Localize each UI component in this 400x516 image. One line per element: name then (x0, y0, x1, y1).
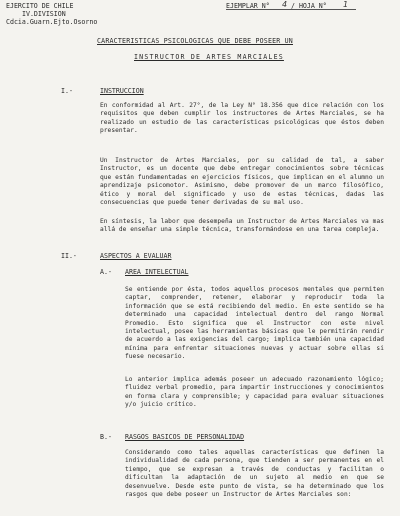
section-2-number: II.- (61, 252, 77, 260)
section-1-number: I.- (61, 87, 73, 95)
subsection-a-paragraph: Se entiende por ésta, todos aquellos procesos mentales que permiten captar, comprender, retener, elaborar y reproducir toda la información que se está recibiendo del medio. En este sentido se ha determinado una capacidad intelectual dentro del rango Normal Promedio. Esto significa que el Instructor con este nivel intelectual, posee las herramientas básicas que le permitirán rendir de acuerdo a las exigencias del cargo; implica también una capacidad mínima para enfrentar situaciones nuevas y actuar sobre ellas si fuese necesario. (125, 286, 384, 361)
copy-number: 4 (282, 0, 288, 9)
org-line-1: EJERCITO DE CHILE (6, 2, 74, 10)
section-1-paragraph: Un Instructor de Artes Marciales, por su calidad de tal, a saber Instructor, es un docente que debe entregar conocimientos sobre técnicas que están fundamentadas en ejercicios físicos, que implican en el alumno un aprendizaje psicomotor. Asimismo, debe promover de un marco filosófico, ético y moral del significado y uso de estas técnicas, dadas las consecuencias que puede tener derivadas de su mal uso. (100, 157, 384, 207)
subsection-a-heading: AREA INTELECTUAL (125, 268, 189, 276)
subsection-b-letter: B.- (100, 433, 112, 441)
subsection-a-paragraph: Lo anterior implica además poseer un adecuado razonamiento lógico; fluidez verbal promedio, para impartir instrucciones y conocimientos en forma clara y comprensible; y capacidad para evaluar situaciones y/o juicio crítico. (125, 376, 384, 409)
org-line-3: Cdcia.Guarn.Ejto.Osorno (6, 18, 98, 26)
sheet-number: 1 (343, 0, 349, 9)
org-line-2: IV.DIVISION (22, 10, 66, 18)
header-underline (226, 9, 356, 10)
subsection-b-paragraph: Considerando como tales aquellas características que definen la individualidad de cada persona, que tienden a ser permanentes en el tiempo, que se expresan a través de conductas y facilitan o dificultan la adaptación de un sujeto al medio en que se desenvuelve. Desde este punto de vista, se ha determinado que los rasgos que debe poseer un Instructor de Artes Marciales son: (125, 449, 384, 499)
sheet-label: / HOJA N° (291, 2, 327, 10)
section-1-heading: INSTRUCCION (100, 87, 144, 95)
section-1-paragraph: En conformidad al Art. 27°, de la Ley N° 18.356 que dice relación con los requisitos que deben cumplir los instructores de Artes Marciales, se ha realizado un estudio de las características psicológicas que éstos deben presentar. (100, 102, 384, 135)
section-1-paragraph: En síntesis, la labor que desempeña un Instructor de Artes Marciales va mas allá de enseñar una simple técnica, transformándose en una tarea compleja. (100, 218, 384, 234)
subsection-a-letter: A.- (100, 268, 112, 276)
copy-label: EJEMPLAR N° (226, 2, 270, 10)
section-2-heading: ASPECTOS A EVALUAR (100, 252, 172, 260)
subsection-b-heading: RASGOS BASICOS DE PERSONALIDAD (125, 433, 245, 441)
title-line-1: CARACTERISTICAS PSICOLOGICAS QUE DEBE POSEER UN (97, 37, 293, 45)
title-line-2: INSTRUCTOR DE ARTES MARCIALES (134, 53, 284, 61)
